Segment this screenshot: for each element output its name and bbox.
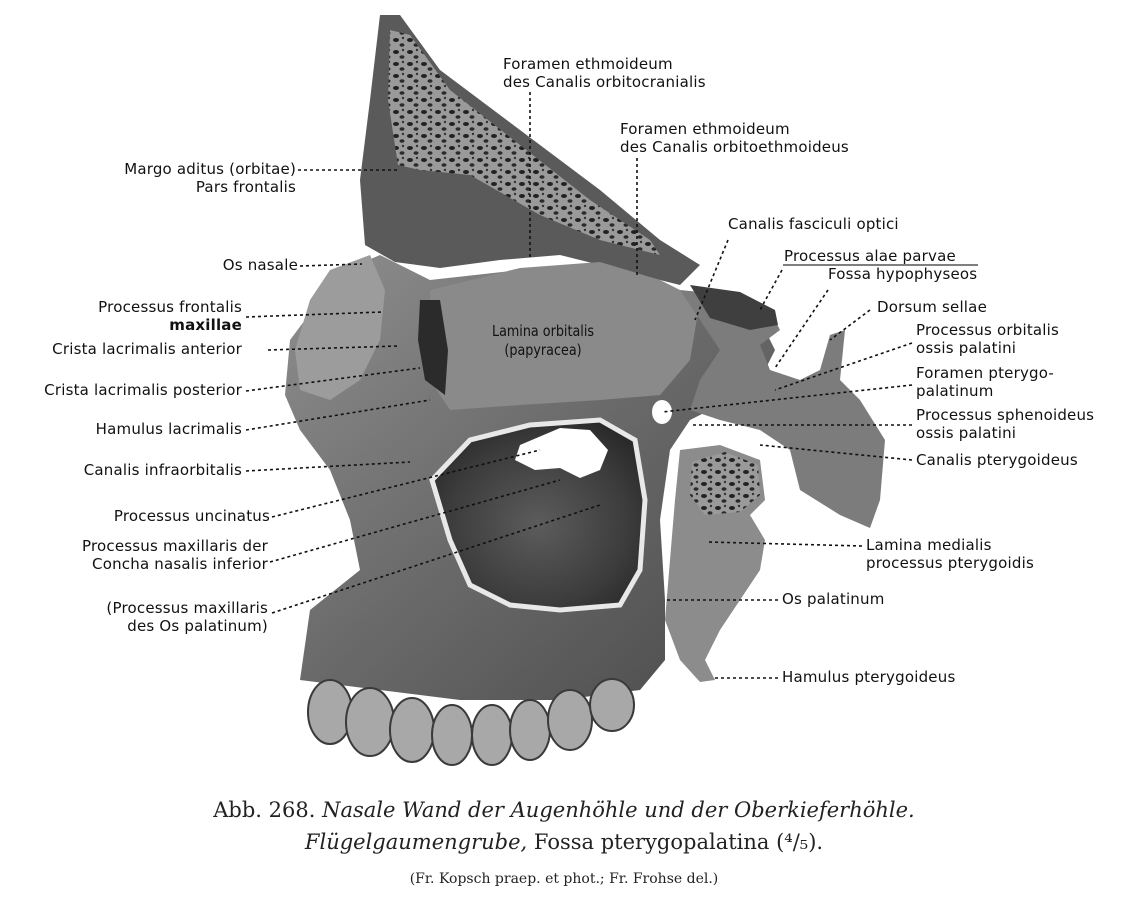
label-foramen-ethmoideum-oe-line1: Foramen ethmoideum <box>620 120 790 138</box>
label-maxillae: maxillae <box>169 316 242 334</box>
label-lamina-medialis <box>866 536 1086 572</box>
label-foramen-pterygopalatinum <box>916 364 1116 400</box>
label-lamina-medialis-line1: Lamina medialis <box>866 536 992 554</box>
label-foramen-ethmoideum-oc-line1: Foramen ethmoideum <box>503 55 673 73</box>
label-processus-alae-parvae: Processus alae parvae <box>784 247 956 265</box>
caption-line2 <box>0 830 1128 854</box>
lamina-orbitalis-line2: (papyracea) <box>504 341 582 359</box>
label-canalis-fasciculi-optici: Canalis fasciculi optici <box>728 215 899 233</box>
label-processus-frontalis <box>20 298 242 334</box>
label-lamina-medialis-line2: processus pterygoidis <box>866 554 1034 572</box>
caption-credits: (Fr. Kopsch praep. et phot.; Fr. Frohse del.) <box>409 871 719 887</box>
label-canalis-infraorbitalis: Canalis infraorbitalis <box>83 461 242 479</box>
caption-line1 <box>0 798 1128 822</box>
label-margo-aditus-line1: Margo aditus (orbitae) <box>124 160 296 178</box>
label-foramen-pterygopalatinum-line1: Foramen pterygo- <box>916 364 1055 382</box>
label-processus-maxillaris-concha-line1: Processus maxillaris der <box>81 537 268 555</box>
label-crista-lacrimalis-posterior: Crista lacrimalis posterior <box>44 381 242 399</box>
label-processus-maxillaris-palatinum-line1: (Processus maxillaris <box>106 599 268 617</box>
label-foramen-ethmoideum-oc-line2: des Canalis orbitocranialis <box>503 73 706 91</box>
label-foramen-ethmoideum-orbitocranialis <box>503 55 763 91</box>
label-processus-orbitalis <box>916 321 1116 357</box>
label-foramen-ethmoideum-oe-line2: des Canalis orbitoethmoideus <box>620 138 849 156</box>
caption-subtitle-latin: Fossa pterygopalatina (⁴/₅). <box>533 830 824 854</box>
lamina-orbitalis-line1: Lamina orbitalis <box>491 322 595 340</box>
label-processus-uncinatus: Processus uncinatus <box>113 507 270 525</box>
caption-title: Nasale Wand der Augenhöhle und der Oberkieferhöhle. <box>322 798 915 822</box>
label-canalis-pterygoideus: Canalis pterygoideus <box>916 451 1078 469</box>
label-dorsum-sellae: Dorsum sellae <box>877 298 987 316</box>
caption-figure-number: Abb. 268. <box>213 798 316 822</box>
label-processus-sphenoideus-line2: ossis palatini <box>916 424 1017 442</box>
label-processus-orbitalis-line1: Processus orbitalis <box>916 321 1060 339</box>
label-processus-sphenoideus <box>916 406 1126 442</box>
label-processus-maxillaris-palatinum-line2: des Os palatinum) <box>127 617 268 635</box>
label-foramen-ethmoideum-orbitoethmoideus <box>620 120 900 156</box>
label-pars-frontalis: Pars frontalis <box>195 178 296 196</box>
label-processus-maxillaris-palatinum <box>20 599 268 635</box>
label-processus-sphenoideus-line1: Processus sphenoideus <box>916 406 1095 424</box>
label-processus-frontalis-line1: Processus frontalis <box>98 298 242 316</box>
label-processus-orbitalis-line2: ossis palatini <box>916 339 1017 357</box>
label-processus-maxillaris-concha-line2: Concha nasalis inferior <box>92 555 268 573</box>
lamina-orbitalis-label <box>488 322 599 360</box>
label-os-nasale: Os nasale <box>222 256 298 274</box>
label-crista-lacrimalis-anterior: Crista lacrimalis anterior <box>52 340 242 358</box>
label-fossa-hypophyseos: Fossa hypophyseos <box>828 265 978 283</box>
label-os-palatinum: Os palatinum <box>782 590 885 608</box>
label-processus-maxillaris-concha <box>20 537 268 573</box>
label-margo-aditus <box>40 160 296 196</box>
label-foramen-pterygopalatinum-line2: palatinum <box>916 382 994 400</box>
label-hamulus-lacrimalis: Hamulus lacrimalis <box>95 420 242 438</box>
foramen-pterygopalatinum-hole <box>652 400 672 424</box>
label-hamulus-pterygoideus: Hamulus pterygoideus <box>782 668 956 686</box>
caption-subtitle-german: Flügelgaumengrube, <box>304 830 528 854</box>
